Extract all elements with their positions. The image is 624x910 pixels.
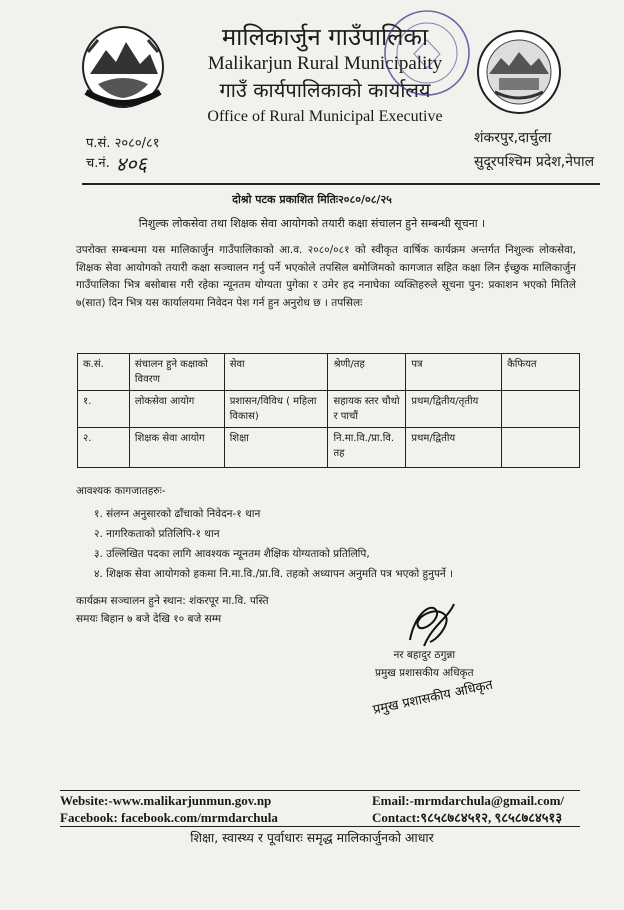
- municipality-name-np: मालिकार्जुन गाउँपालिका: [221, 23, 429, 51]
- address-line-1: शंकरपुर,दार्चुला: [474, 130, 552, 146]
- table-header-row: [78, 354, 580, 391]
- venue-place: कार्यक्रम सञ्चालन हुने स्थान: शंकरपूर मा.वि. पस्ति: [76, 595, 269, 607]
- footer-contact: Contact:९८५८७८४५१२, ९८५८७८४५१३: [372, 810, 563, 825]
- cell-level: नि.मा.वि./प्रा.वि. तह: [328, 428, 406, 468]
- footer-web-info: [60, 792, 278, 826]
- ps-number: प.सं. २०८०/८१: [86, 136, 160, 151]
- table-row: [78, 428, 580, 468]
- cell-remarks: [502, 428, 580, 468]
- office-name-en: Office of Rural Municipal Executive: [207, 108, 443, 125]
- col-header-paper: पत्र: [406, 354, 502, 391]
- list-item: ३. उल्लिखित पदका लागि आवश्यक न्यूनतम शैक्षिक योग्यताको प्रतिलिपि,: [94, 548, 370, 560]
- cn-label: च.नं.: [86, 156, 110, 171]
- documents-heading: आवश्यक कागजातहरुः-: [76, 485, 166, 497]
- col-header-sn: क.सं.: [78, 354, 130, 391]
- cell-paper: प्रथम/द्वितीय/तृतीय: [406, 391, 502, 428]
- footer-email: Email:-mrmdarchula@gmail.com/: [372, 793, 565, 808]
- table-row: [78, 391, 580, 428]
- footer-motto: शिक्षा, स्वास्थ्य र पूर्वाधारः समृद्ध मालिकार्जुनको आधार: [190, 830, 434, 845]
- cell-paper: प्रथम/द्वितीय: [406, 428, 502, 468]
- col-header-remarks: कैफियत: [502, 354, 580, 391]
- cn-value: ४०६: [115, 152, 147, 176]
- cell-sn: १.: [78, 391, 130, 428]
- cell-service: प्रशासन/विविध ( महिला विकास): [224, 391, 328, 428]
- venue-time: समयः बिहान ७ बजे देखि १० बजे सम्म: [76, 613, 222, 625]
- signer-name: नर बहादुर ठगुन्ना: [393, 649, 456, 661]
- office-address: [474, 126, 594, 174]
- cell-service: शिक्षा: [224, 428, 328, 468]
- address-line-2: सुदूरपश्चिम प्रदेश,नेपाल: [474, 154, 595, 170]
- col-header-level: श्रेणी/तह: [328, 354, 406, 391]
- notice-subject: निशुल्क लोकसेवा तथा शिक्षक सेवा आयोगको तयारी कक्षा संचालन हुने सम्बन्धी सूचना ।: [138, 217, 486, 230]
- cn-row: [86, 154, 160, 174]
- municipality-name-en: Malikarjun Rural Municipality: [207, 53, 443, 74]
- list-item: १. संलग्न अनुसारको ढाँचाको निवेदन-१ थान: [94, 508, 261, 520]
- list-item: ४. शिक्षक सेवा आयोगको हकमा नि.मा.वि./प्रा.वि. तहको अध्यापन अनुमति पत्र भएको हुनुपर्ने ।: [94, 568, 454, 580]
- footer-divider-bottom: [60, 826, 580, 827]
- cell-class: लोकसेवा आयोग: [129, 391, 224, 428]
- cell-level: सहायक स्तर चौथो र पाचौं: [328, 391, 406, 428]
- venue-block: [76, 592, 269, 628]
- footer-divider-top: [60, 790, 580, 791]
- col-header-class: संचालन हुने कक्षाको विवरण: [129, 354, 224, 391]
- footer-facebook: Facebook: facebook.com/mrmdarchula: [60, 810, 278, 825]
- cell-sn: २.: [78, 428, 130, 468]
- documents-list: [94, 504, 453, 584]
- notice-body: उपरोक्त सम्बन्धमा यस मालिकार्जुन गाउँपालिकाको आ.व. २०८०/०८१ को स्वीकृत वार्षिक कार्यक्रम अन्तर्गत निशुल्क लोकसेवा, शिक्षक सेवा आयोगको तयारी कक्षा सञ्चालन गर्नु पर्ने भएकोले तपसिल बमोजिमको कागजात सहित कक्षा लिन ईच्छुक मालिकार्जुन गाउँपालिका भित्र बसोबास गरी रहेका न्यूनतम योग्यता पुगेका र उमेर हद ननाघेका व्यक्तिहरुले सूचना पुन: प्रकाशन भएको मितिले ७(सात) दिन भित्र यस कार्यालयमा निवेदन पेश गर्न हुन अनुरोध छ । तपसिलः: [76, 244, 576, 309]
- footer-website: Website:-www.malikarjunmun.gov.np: [60, 793, 272, 808]
- office-name-np: गाउँ कार्यपालिकाको कार्यालय: [219, 78, 431, 102]
- signer-designation: प्रमुख प्रशासकीय अधिकृत: [375, 667, 474, 679]
- cell-remarks: [502, 391, 580, 428]
- footer-contact-info: [372, 792, 564, 826]
- nepal-emblem-logo: [78, 22, 168, 112]
- handwritten-signature: [400, 596, 460, 652]
- reference-numbers: [86, 134, 160, 174]
- col-header-service: सेवा: [224, 354, 328, 391]
- publication-date: दोश्रो पटक प्रकाशित मितिः२०८०/०८/२५: [232, 193, 392, 206]
- class-details-table: [77, 353, 580, 468]
- cell-class: शिक्षक सेवा आयोग: [129, 428, 224, 468]
- office-seal-stamp: [380, 6, 475, 101]
- designation-stamp: प्रमुख प्रशासकीय अधिकृत: [371, 677, 495, 718]
- list-item: २. नागरिकताको प्रतिलिपि-१ थान: [94, 528, 220, 540]
- header-divider: [82, 183, 600, 185]
- municipality-logo: [475, 28, 563, 116]
- signer-block: [375, 646, 474, 682]
